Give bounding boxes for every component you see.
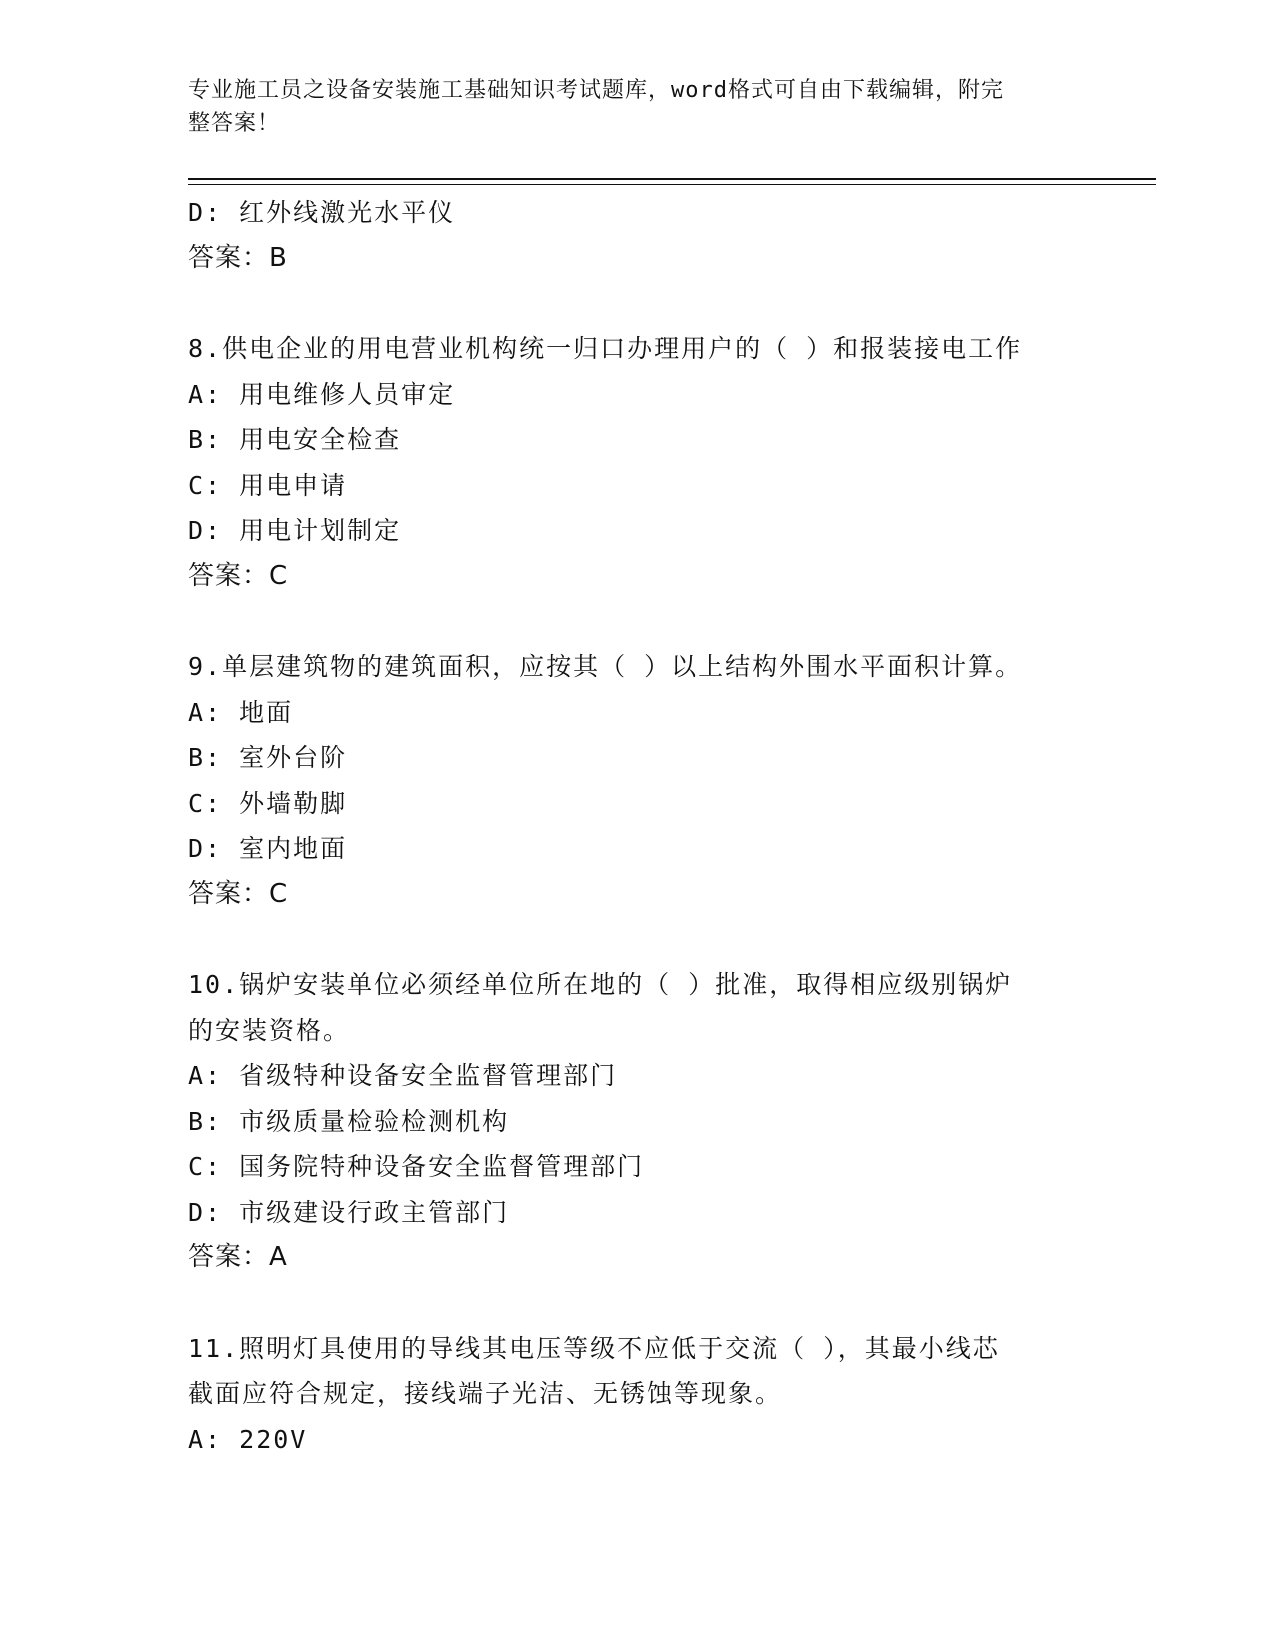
question-7-tail [188, 190, 1088, 281]
answer-line: 答案：C [188, 560, 289, 591]
question-stem-line-2: 截面应符合规定，接线端子光洁、无锈蚀等现象。 [188, 1379, 783, 1408]
header-divider-thick [188, 178, 1156, 180]
question-stem-line-1: 11.照明灯具使用的导线其电压等级不应低于交流（ ），其最小线芯 [188, 1333, 1000, 1363]
option-a: A: 省级特种设备安全监督管理部门 [188, 1061, 618, 1090]
question-stem-line-2: 的安装资格。 [188, 1015, 351, 1045]
question-stem: 9.单层建筑物的建筑面积，应按其（ ）以上结构外围水平面积计算。 [188, 652, 1023, 681]
option-d: D: 市级建设行政主管部门 [188, 1197, 510, 1227]
option-a: A: 地面 [188, 697, 294, 727]
question-stem-line-1: 10.锅炉安装单位必须经单位所在地的（ ）批准，取得相应级别锅炉 [188, 970, 1013, 999]
option-a: A: 用电维修人员审定 [188, 379, 456, 409]
header-line-1: 专业施工员之设备安装施工基础知识考试题库，word格式可自由下载编辑，附完 [188, 78, 1004, 103]
answer-line: 答案：C [188, 878, 289, 909]
option-b: B: 用电安全检查 [188, 425, 402, 454]
option-c: C: 用电申请 [188, 470, 348, 500]
question-11 [188, 1326, 1088, 1463]
option-b: B: 市级质量检验检测机构 [188, 1106, 510, 1136]
option-c: C: 国务院特种设备安全监督管理部门 [188, 1152, 645, 1181]
page-header [188, 74, 1068, 140]
answer-line: 答案：A [188, 1242, 288, 1272]
question-9 [188, 644, 1088, 917]
question-stem: 8.供电企业的用电营业机构统一归口办理用户的（ ）和报装接电工作 [188, 334, 1023, 363]
answer-line: 答案：B [188, 242, 288, 273]
question-10 [188, 962, 1088, 1281]
option-d: D: 室内地面 [188, 834, 348, 863]
option-c: C: 外墙勒脚 [188, 788, 348, 818]
document-body [188, 190, 1088, 1462]
option-d: D: 用电计划制定 [188, 516, 402, 545]
header-divider-thin [188, 184, 1156, 185]
header-line-2: 整答案！ [188, 111, 281, 136]
option-a: A: 220V [188, 1424, 308, 1454]
option-d: D: 红外线激光水平仪 [188, 198, 456, 227]
question-8 [188, 326, 1088, 599]
option-b: B: 室外台阶 [188, 743, 348, 772]
